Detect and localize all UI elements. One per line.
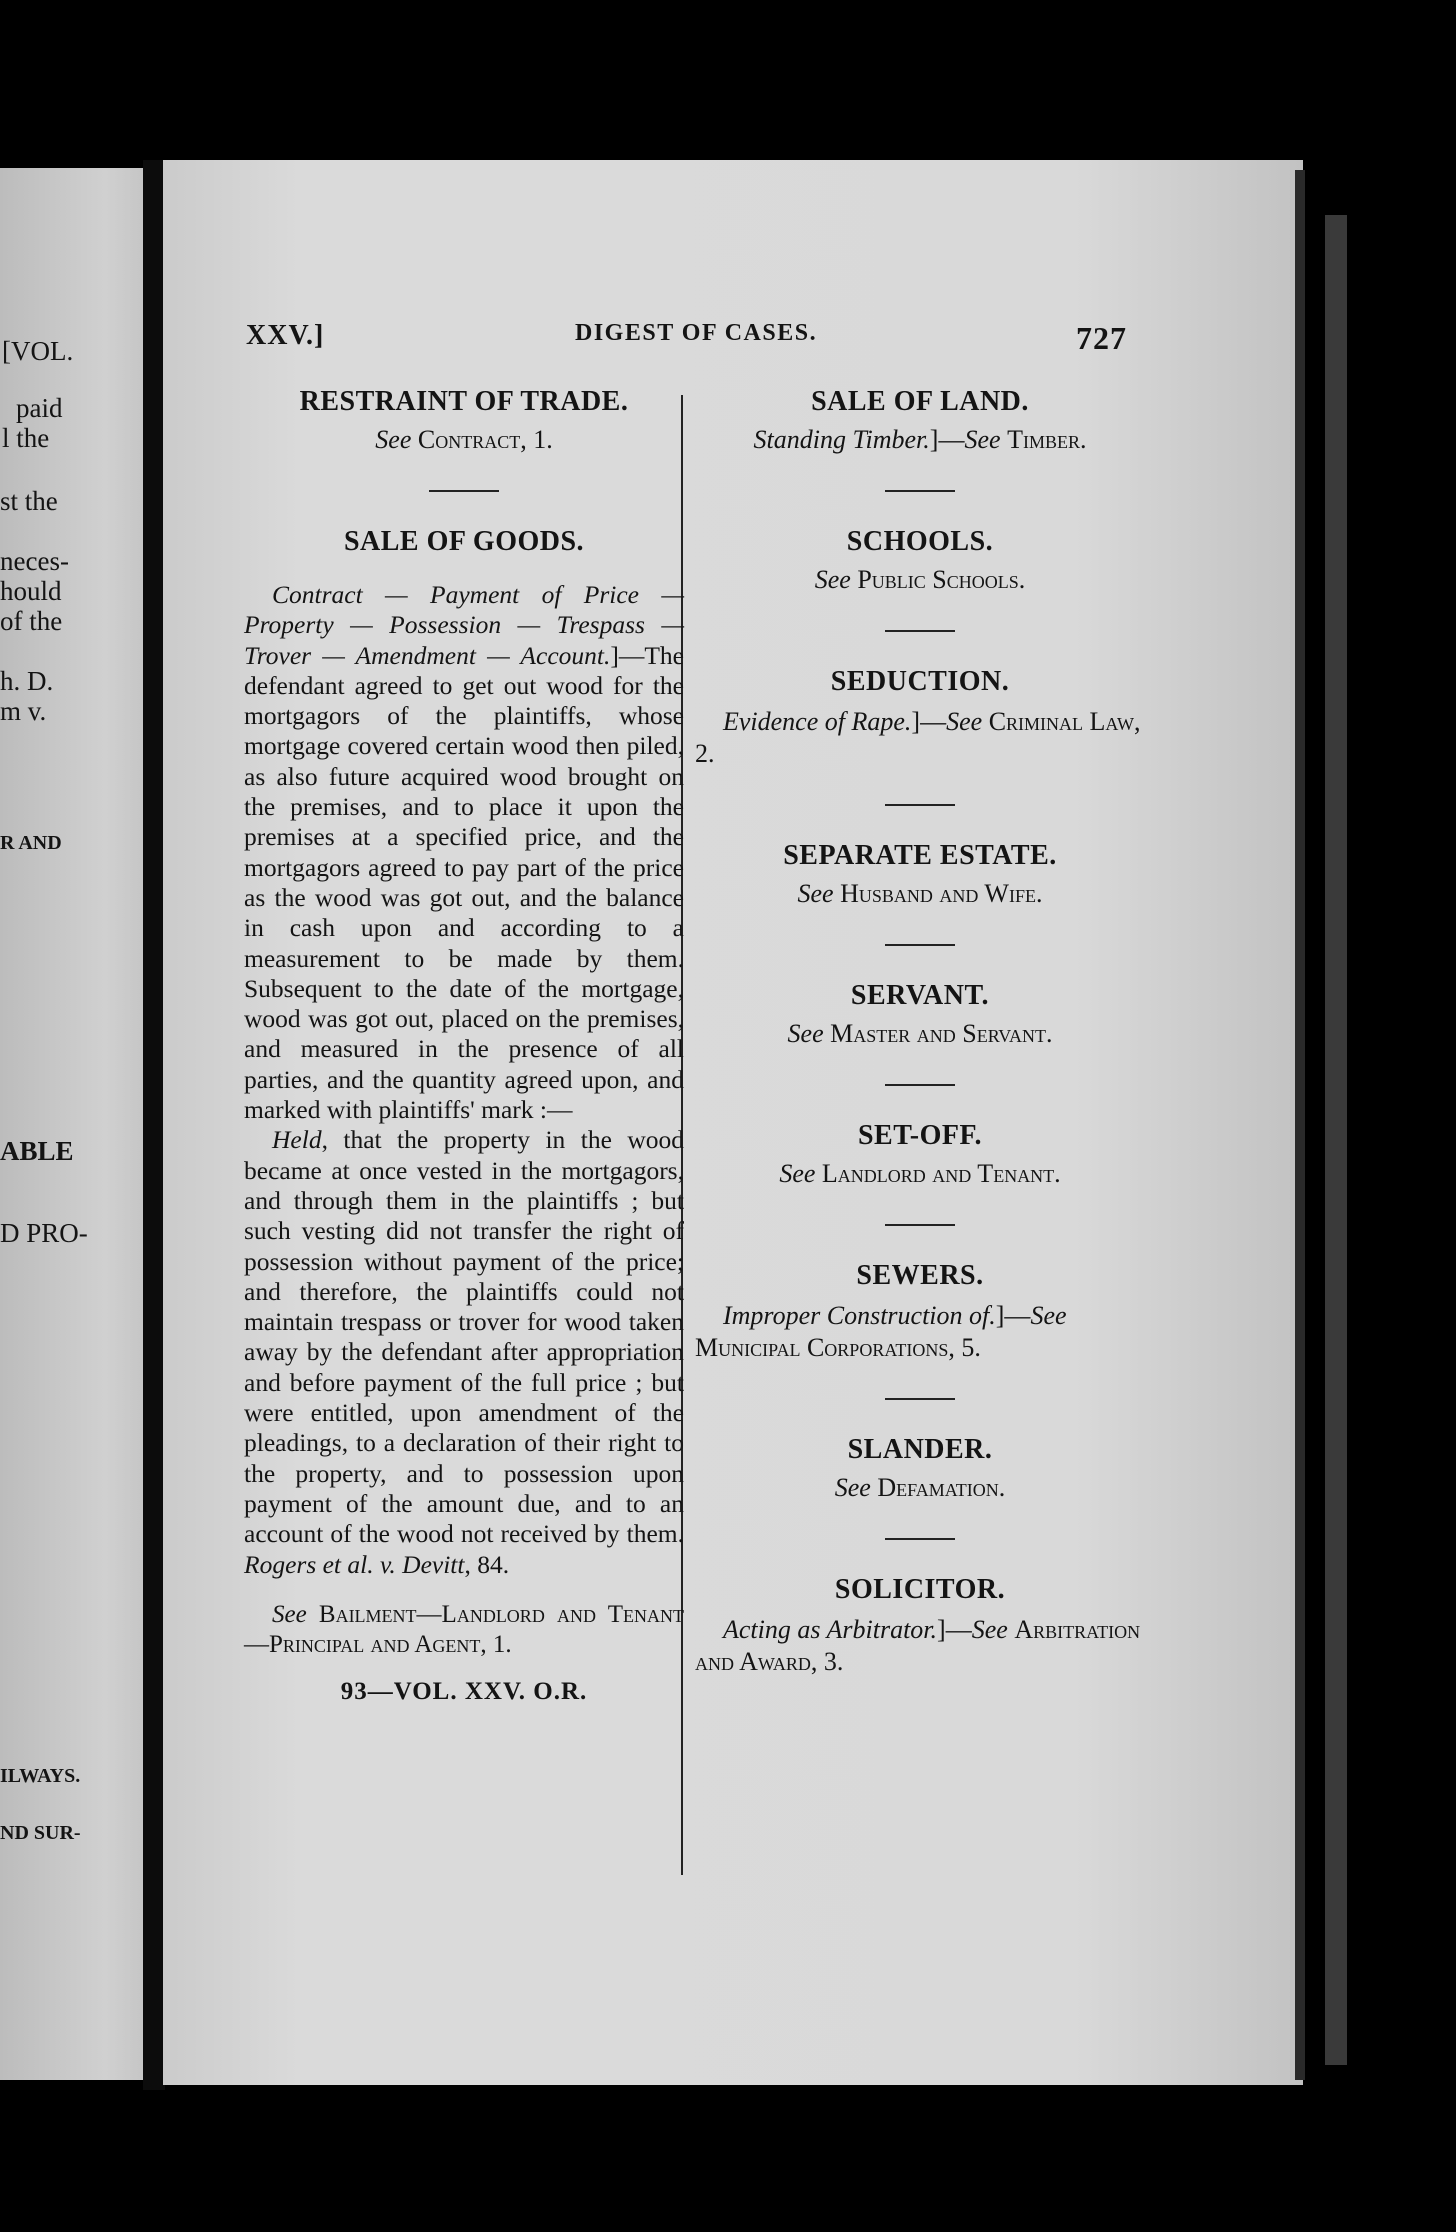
reference-text: Defamation. <box>877 1473 1006 1502</box>
reference-text: Landlord and Tenant. <box>821 1159 1061 1188</box>
see-word: See <box>946 707 983 736</box>
case-holding <box>244 1125 684 1579</box>
section-rule <box>885 1398 955 1400</box>
heading-schools: SCHOOLS. <box>846 526 994 557</box>
heading-servant: SERVANT. <box>850 980 990 1011</box>
topic-italic: Acting as Arbitrator. <box>723 1615 938 1644</box>
see-word: See <box>779 1159 816 1188</box>
reference-text: Master and Servant. <box>830 1019 1053 1048</box>
cross-reference <box>695 1018 1145 1050</box>
reference-text: Contract, 1. <box>417 425 553 454</box>
cross-reference <box>244 1600 684 1660</box>
cross-reference: Acting as Arbitrator.]—See Arbitration and Award, 3. <box>695 1615 1141 1676</box>
left-fragment: m v. <box>0 696 47 726</box>
see-word: See <box>964 425 1001 454</box>
printer-signature: 93—VOL. XXV. O.R. <box>340 1677 588 1705</box>
reference-text: Husband and Wife. <box>840 879 1043 908</box>
cross-reference: Evidence of Rape.]—See Criminal Law, 2. <box>695 707 1141 768</box>
section-rule <box>885 1538 955 1540</box>
case-page: , 84. <box>464 1549 510 1579</box>
section-rule <box>885 804 955 806</box>
heading-slander: SLANDER. <box>847 1434 993 1465</box>
see-word: See <box>787 1019 824 1048</box>
page-number: 727 <box>1076 320 1127 356</box>
left-fragment: R AND <box>0 832 62 854</box>
running-head-title: DIGEST OF CASES. <box>575 320 818 346</box>
held-word: Held <box>272 1125 322 1155</box>
left-fragment: ND SUR- <box>0 1822 81 1844</box>
section-rule <box>885 490 955 492</box>
topic-italic: Improper Construction of. <box>723 1301 996 1330</box>
heading-restraint-of-trade: RESTRAINT OF TRADE. <box>299 386 629 417</box>
left-fragment: ILWAYS. <box>0 1765 81 1787</box>
right-column <box>695 386 1145 1678</box>
see-word: See <box>272 1600 307 1628</box>
heading-solicitor: SOLICITOR. <box>834 1574 1006 1605</box>
catchwords: Contract — Payment of Price — Property — Possession — Trespass — Trover — Amendment — Account. <box>244 580 684 670</box>
left-fragment: st the <box>0 486 58 516</box>
topic-italic: Evidence of Rape. <box>723 707 912 736</box>
reference-text: Public Schools. <box>857 565 1026 594</box>
facts-text: ]—The defendant agreed to get out wood for the mortgagors of the plaintiffs, whose mortgage covered certain wood then piled, as also future acquired wood brought on the premises, and to place it upon the premises at a specified price, and the mortgagors agreed to pay part of the price as the wood was got out, and the balance in cash upon and according to a measurement to be made by them. Subsequent to the date of the mortgage, wood was got out, placed on the premises, and measured in the presence of all parties, and the quantity agreed upon, and marked with plaintiffs' mark :— <box>244 640 684 1125</box>
see-word: See <box>971 1615 1008 1644</box>
page-edge <box>1295 170 1305 2080</box>
left-fragment: ABLE <box>0 1136 74 1166</box>
reference-text: Bailment—Landlord and Tenant—Principal and Agent, 1. <box>244 1600 684 1658</box>
section-rule <box>429 490 499 492</box>
section-rule <box>885 630 955 632</box>
left-fragment: of the <box>0 606 63 636</box>
left-fragment: hould <box>0 576 62 606</box>
heading-sewers: SEWERS. <box>856 1260 984 1291</box>
heading-set-off: SET-OFF. <box>857 1120 983 1151</box>
section-rule <box>885 1224 955 1226</box>
reference-text: Arbitration and Award, 3. <box>695 1615 1141 1676</box>
heading-sale-of-goods: SALE OF GOODS. <box>343 526 585 557</box>
cross-reference <box>695 878 1145 910</box>
cross-reference <box>695 1158 1145 1190</box>
left-fragment: D PRO- <box>0 1218 88 1248</box>
left-fragment: neces- <box>0 546 69 576</box>
left-fragment: [VOL. <box>2 336 74 366</box>
cross-reference <box>695 564 1145 596</box>
section-rule <box>885 944 955 946</box>
see-word: See <box>1030 1301 1067 1330</box>
page-edge <box>1325 215 1347 2065</box>
see-word: See <box>797 879 834 908</box>
case-citation: Rogers et al. v. Devitt <box>244 1549 465 1579</box>
see-word: See <box>834 1473 871 1502</box>
heading-seduction: SEDUCTION. <box>830 666 1010 697</box>
left-fragment: paid <box>16 393 63 423</box>
cross-reference: Standing Timber.]—See Timber. <box>753 425 1087 454</box>
heading-separate-estate: SEPARATE ESTATE. <box>783 840 1057 871</box>
left-column <box>244 386 684 1706</box>
reference-text: Timber. <box>1007 425 1087 454</box>
running-head-volume: XXV.] <box>246 320 325 351</box>
see-word: See <box>375 425 412 454</box>
left-fragment: h. D. <box>0 666 54 696</box>
holding-text: , that the property in the wood became at once vested in the mortgagors, and through them in the plaintiffs ; but such vesting did not transfer the right of possession without payment of the price; and therefore, the plaintiffs could not maintain trespass or trover for wood taken away by the defendant after appropriation and before payment of the full price ; but were entitled, upon amendment of the pleadings, to a declaration of their right to the property, and to possession upon payment of the amount due, and to an account of the wood not received by them. <box>244 1125 684 1549</box>
reference-text: Criminal Law, 2. <box>695 707 1141 768</box>
cross-reference <box>695 1472 1145 1504</box>
heading-sale-of-land: SALE OF LAND. <box>811 386 1029 417</box>
book-spine <box>143 160 165 2090</box>
reference-text: Municipal Corporations, 5. <box>695 1333 981 1362</box>
left-page-edge <box>0 168 150 2080</box>
section-rule <box>885 1084 955 1086</box>
topic-italic: Standing Timber. <box>753 425 930 454</box>
left-fragment: l the <box>2 423 50 453</box>
case-facts <box>244 580 684 1125</box>
see-word: See <box>814 565 851 594</box>
cross-reference <box>244 424 684 456</box>
cross-reference: Improper Construction of.]—See Municipal Corporations, 5. <box>695 1301 1067 1362</box>
